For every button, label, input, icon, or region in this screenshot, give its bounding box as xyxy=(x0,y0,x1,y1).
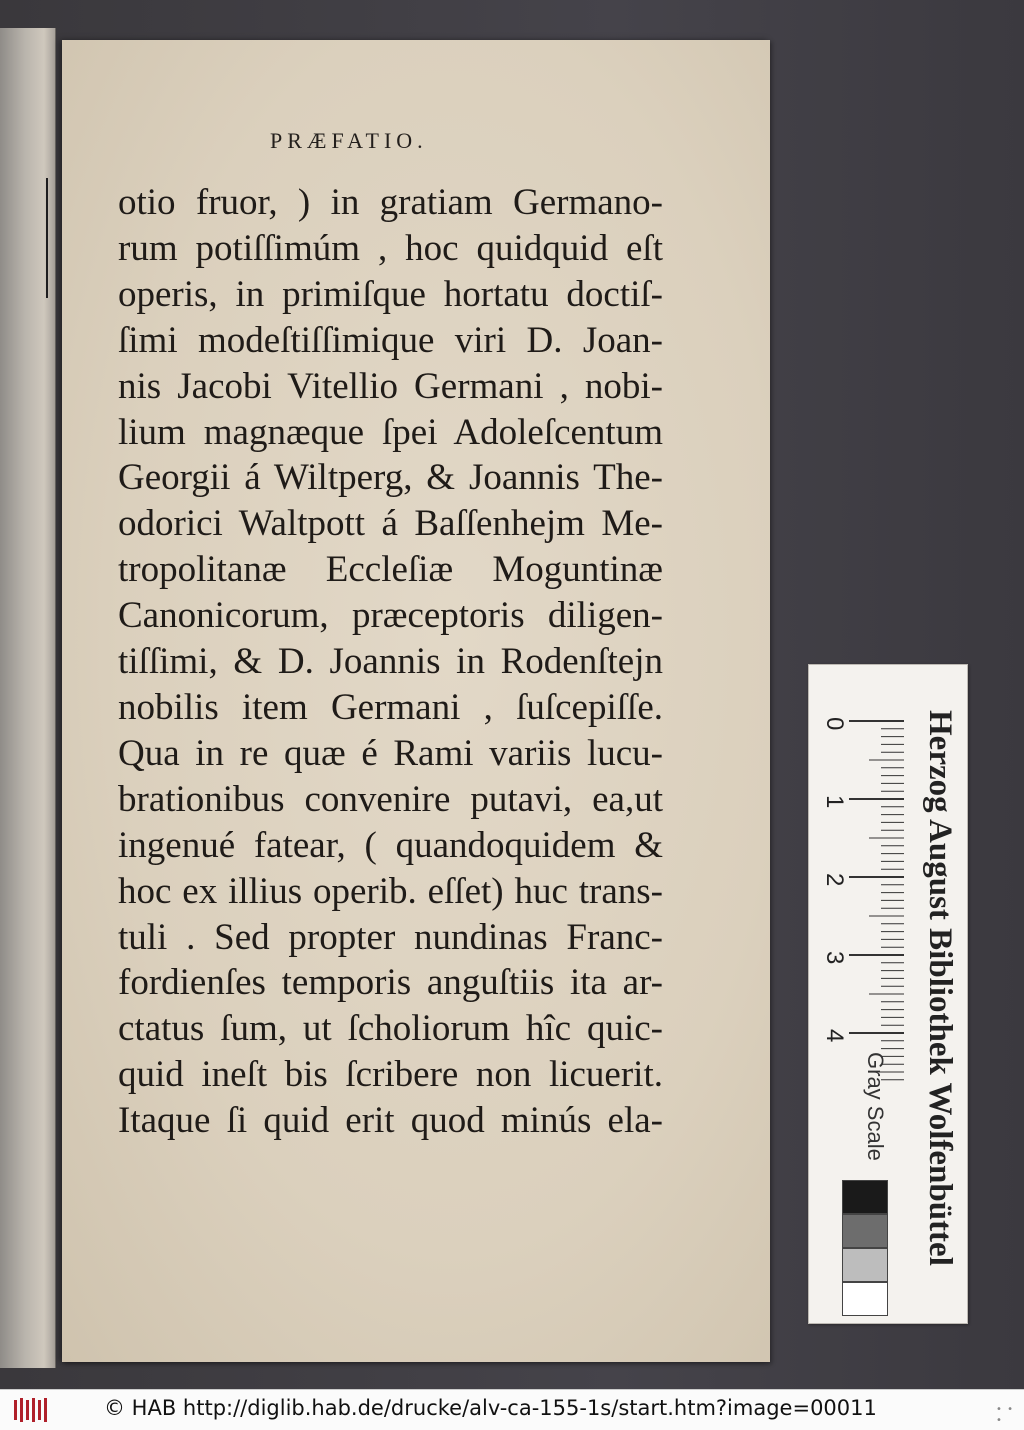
text-line: rum potiſſimúm , hoc quidquid eſt xyxy=(118,227,663,269)
text-line: Qua in re quæ é Rami variis lucu- xyxy=(118,732,663,774)
text-line: hoc ex illius operib. eſſet) huc trans- xyxy=(118,870,663,912)
footer-dots: • • • xyxy=(996,1404,1014,1426)
gray-scale-swatches xyxy=(842,1180,888,1316)
text-line: Canonicorum, præceptoris diligen- xyxy=(118,595,663,637)
gray-swatch xyxy=(842,1248,888,1282)
text-line: otio fruor, ) in gratiam Germano- xyxy=(118,182,663,223)
gray-swatch xyxy=(842,1282,888,1316)
ruler-title xyxy=(910,710,970,1330)
text-line: lium magnæque ſpei Adoleſcentum xyxy=(118,411,663,453)
running-head: PRÆFATIO. xyxy=(270,128,428,153)
ruler-number: 4 xyxy=(821,1029,848,1043)
text-line: odorici Waltpott á Baſſenhejm Me- xyxy=(118,503,663,545)
text-line: operis, in primiſque hortatu doctiſ- xyxy=(118,273,663,315)
ruler-number: 2 xyxy=(821,873,848,887)
gray-swatch xyxy=(842,1180,888,1214)
text-line: brationibus convenire putavi, ea,ut xyxy=(118,778,663,820)
page-text xyxy=(118,180,663,1144)
ruler-number: 0 xyxy=(821,717,848,731)
gray-scale-label xyxy=(862,1052,890,1172)
text-line: nis Jacobi Vitellio Germani , nobi- xyxy=(118,365,663,407)
gray-scale-text: Gray Scale xyxy=(863,1052,888,1161)
text-line: tropolitanæ Eccleſiæ Moguntinæ xyxy=(118,549,663,591)
text-line: nobilis item Germani , ſuſcepiſſe. xyxy=(118,686,663,728)
text-line: ſimi modeſtiſſimique viri D. Joan- xyxy=(118,319,663,361)
hab-logo-icon xyxy=(12,1396,48,1424)
text-line: tiſſimi, & D. Joannis in Rodenſtejn xyxy=(118,641,663,683)
text-line: tuli . Sed propter nundinas Franc- xyxy=(118,916,663,958)
text-line: ingenué fatear, ( quandoquidem & xyxy=(118,824,663,866)
text-line: Georgii á Wiltperg, & Joannis The- xyxy=(118,457,663,499)
text-line: Itaque ſi quid erit quod minús ela- xyxy=(118,1100,663,1142)
gray-swatch xyxy=(842,1214,888,1248)
page-crease xyxy=(46,178,48,298)
text-line: ctatus ſum, ut ſcholiorum hîc quic- xyxy=(118,1008,663,1050)
ruler-title-text: Herzog August Bibliothek Wolfenbüttel xyxy=(922,710,958,1266)
ruler-number: 1 xyxy=(821,795,848,809)
text-line: quid ineſt bis ſcribere non licuerit. xyxy=(118,1054,663,1096)
text-line: fordienſes temporis anguſtiis ita ar- xyxy=(118,962,663,1004)
footer-bar xyxy=(0,1389,1024,1430)
ruler-number: 3 xyxy=(821,951,848,965)
footer-copyright-link[interactable]: © HAB http://diglib.hab.de/drucke/alv-ca-155-1s/start.htm?image=00011 xyxy=(104,1396,877,1420)
previous-page-edge xyxy=(0,28,56,1368)
